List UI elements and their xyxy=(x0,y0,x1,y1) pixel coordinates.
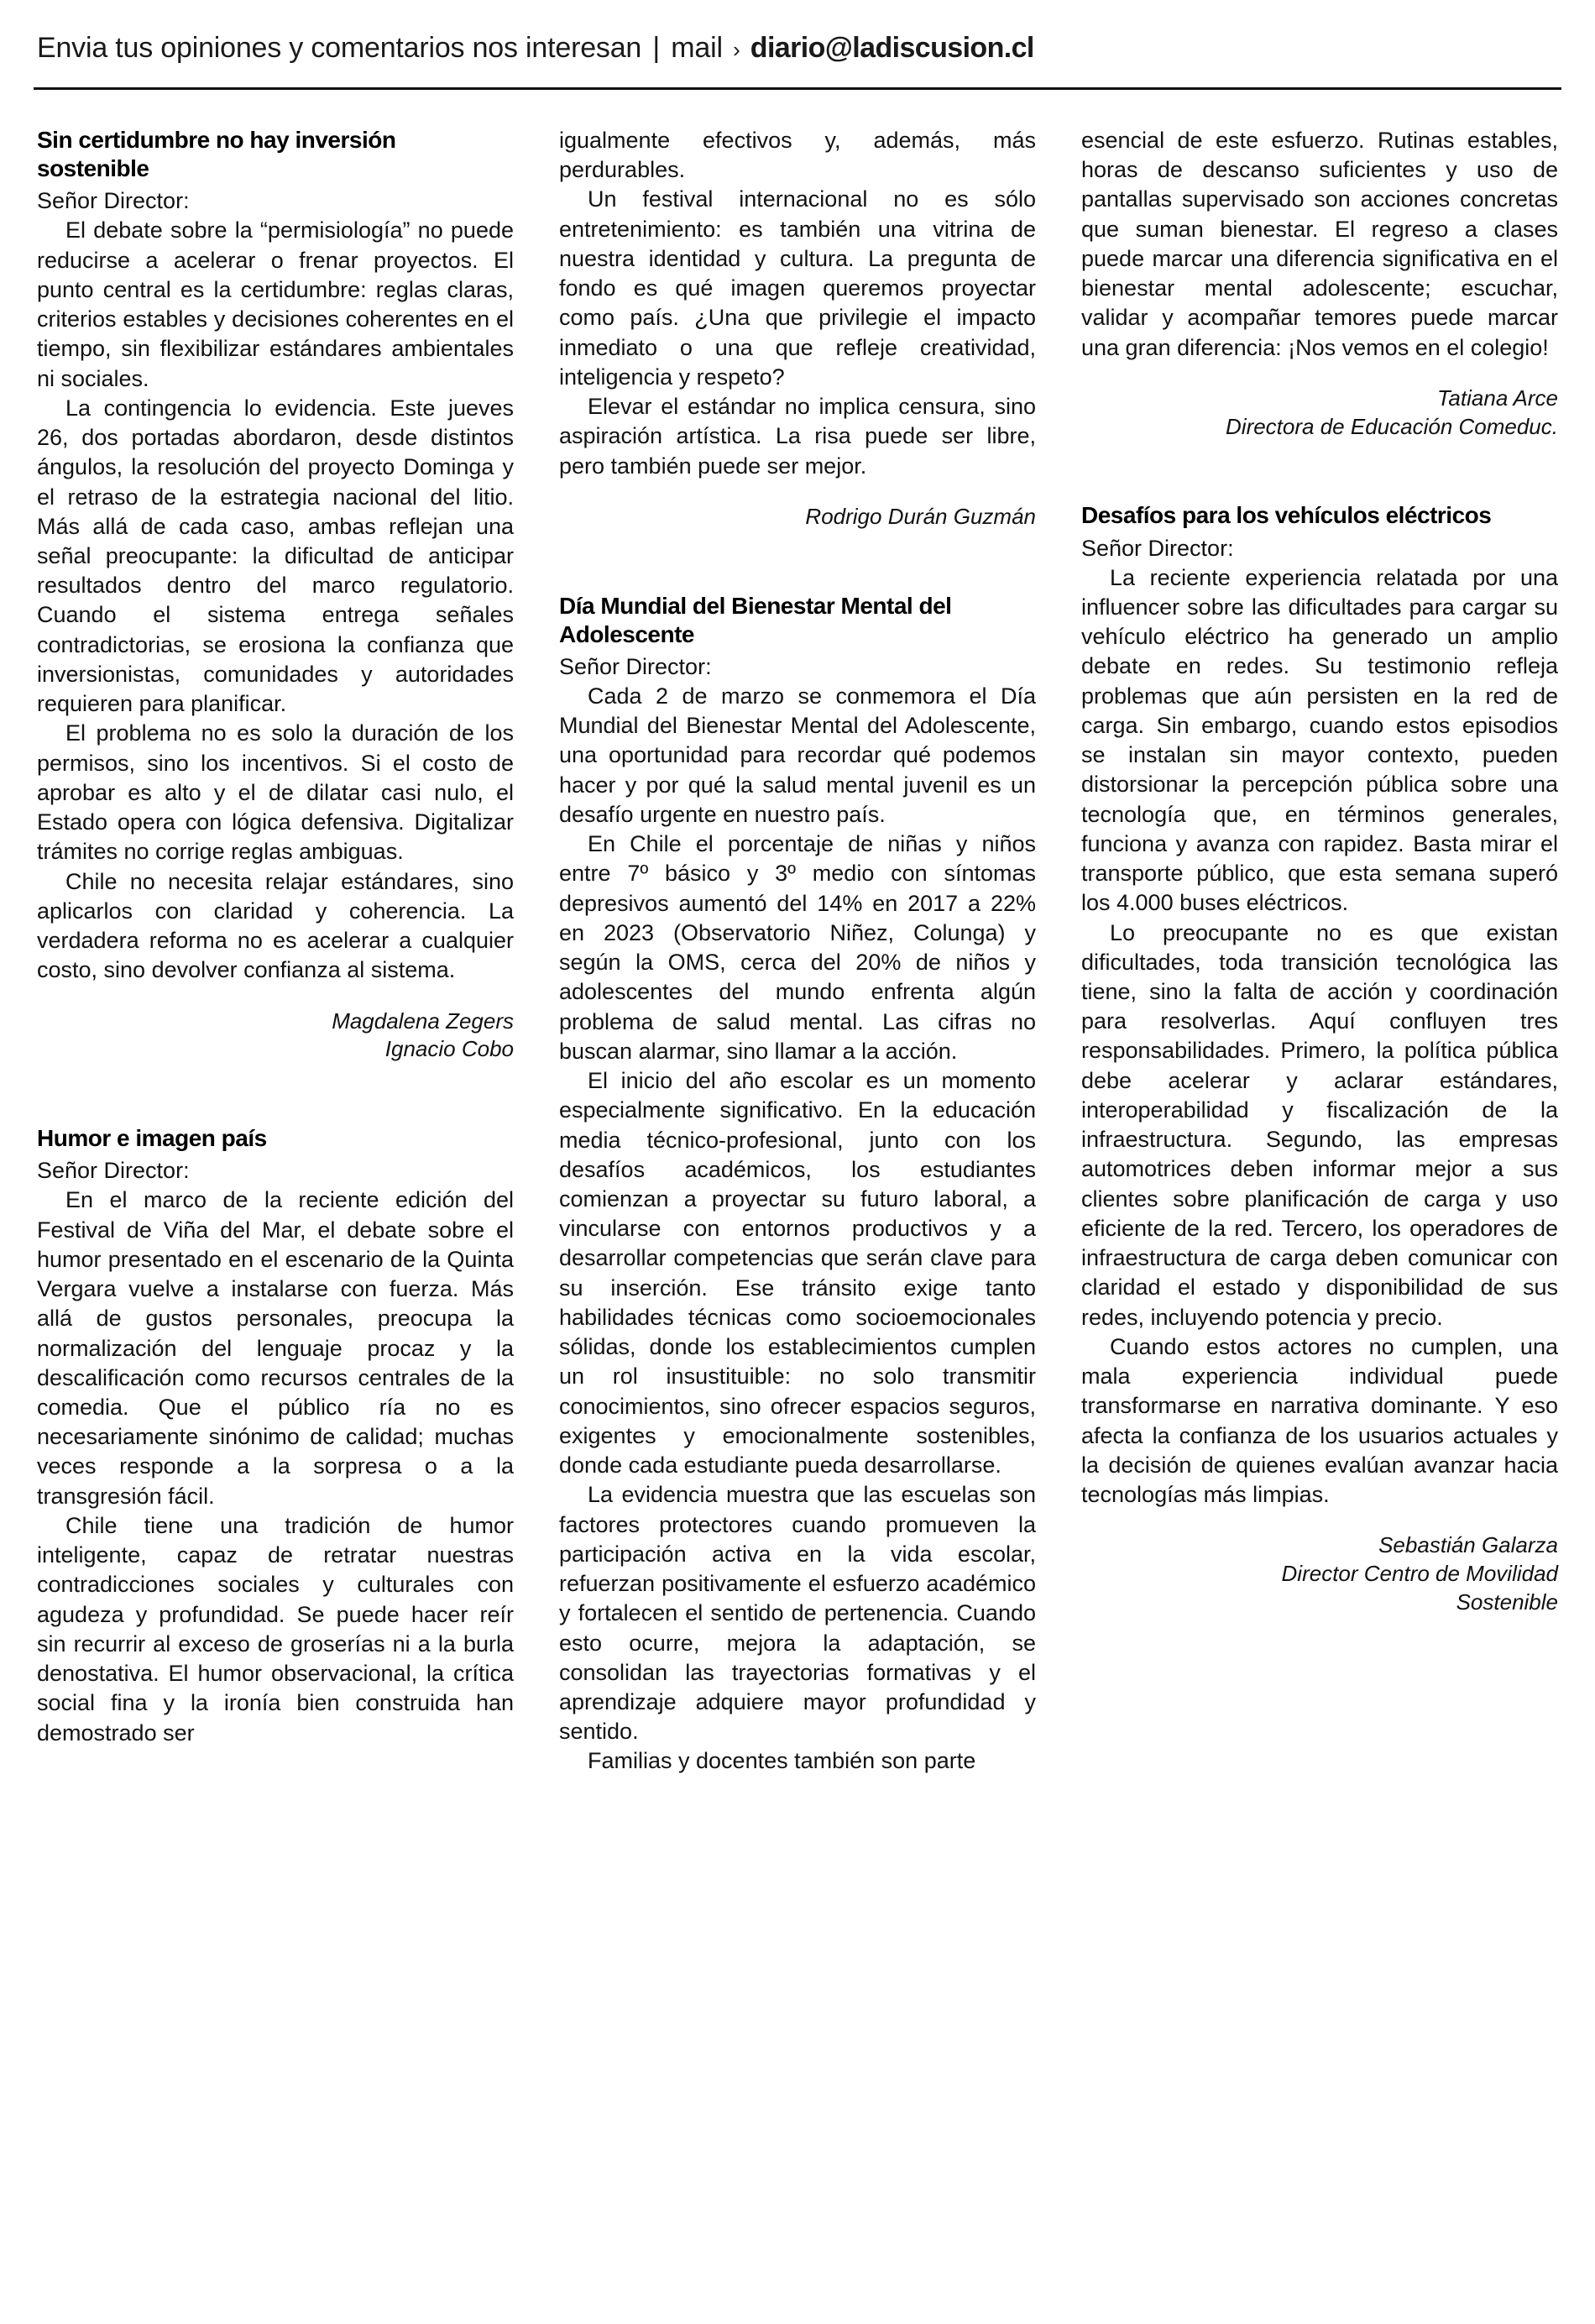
letter-spacer xyxy=(37,1064,514,1124)
letter-bienestar-continuation xyxy=(1081,126,1558,441)
letter-paragraph: Elevar el estándar no implica censura, sino aspiración artística. La risa puede ser libre, pero también puede ser mejor. xyxy=(559,394,1036,479)
letter-paragraph: Cada 2 de marzo se conmemora el Día Mundial del Bienestar Mental del Adolescente, una oportunidad para recordar qué podemos hacer y por qué la salud mental juvenil es un desafío urgente en nuestro país. xyxy=(559,683,1036,827)
letter-paragraph: Familias y docentes también son parte xyxy=(588,1748,976,1774)
letter-title: Desafíos para los vehículos eléctricos xyxy=(1081,502,1492,529)
letter-paragraph: Lo preocupante no es que existan dificultades, toda transición tecnológica las tiene, sino la falta de acción y coordinación para resolverlas. Aquí confluyen tres responsabilidades. Primero, la política pública debe acelerar y aclarar estándares, interoperabilidad y fiscalización de la infraestructura. Segundo, las empresas automotrices deben informar mejor a sus clientes sobre planificación de carga y uso eficiente de la red. Tercero, los operadores de infraestructura de carga deben comunicar con claridad el estado y disponibilidad de sus redes, incluyendo potencia y precio. xyxy=(1081,919,1558,1330)
letter-spacer xyxy=(1081,441,1558,501)
letter-paragraph: En Chile el porcentaje de niñas y niños entre 7º básico y 3º medio con síntomas depresivos aumentó del 14% en 2017 a 22% en 2023 (Observatorio Niñez, Colunga) y según la OMS, cerca del 20% de niños y adolescentes del mundo enfrenta algún problema de salud mental. Las cifras no buscan alarmar, sino llamar a la acción. xyxy=(559,831,1036,1064)
signature-line: Directora de Educación Comeduc. xyxy=(1226,413,1558,439)
signature-line: Rodrigo Durán Guzmán xyxy=(805,503,1036,529)
masthead-separator: | xyxy=(652,32,661,64)
letter-paragraph: El inicio del año escolar es un momento especialmente significativo. En la educación media técnico-profesional, junto con los desafíos académicos, los estudiantes comienzan a proyectar su futuro laboral, a vincularse con entornos productivos y a desarrollar competencias que serán clave para su inserción. Ese tránsito exige tanto habilidades técnicas como socioemocionales sólidas, donde los establecimientos cumplen un rol insustituible: no solo transmitir conocimientos, sino ofrecer espacios seguros, exigentes y emocionalmente sostenibles, donde cada estudiante pueda desarrollarse. xyxy=(559,1068,1036,1479)
letter-signature xyxy=(37,1008,514,1065)
masthead-email[interactable]: diario@ladiscusion.cl xyxy=(750,32,1034,64)
masthead-lead: Envia tus opiniones y comentarios nos interesan xyxy=(37,32,642,64)
letter-paragraph: La evidencia muestra que las escuelas son factores protectores cuando promueven la participación activa en la vida escolar, refuerzan positivamente el esfuerzo académico y fortalecen el sentido de pertenencia. Cuando esto ocurre, mejora la adaptación, se consolidan las trayectorias formativas y el aprendizaje adquiere mayor profundidad y sentido. xyxy=(559,1482,1036,1745)
letter-title: Sin certidumbre no hay inversión sostenible xyxy=(37,127,396,182)
article-columns xyxy=(37,126,1558,2300)
letter-paragraph: Cuando estos actores no cumplen, una mala experiencia individual puede transformarse en narrativa dominante. Y eso afecta la confianza de los usuarios actuales y la decisión de quienes evalúan avanzar hacia tecnologías más limpias. xyxy=(1081,1333,1558,1507)
letter-signature xyxy=(559,503,1036,531)
masthead-divider xyxy=(34,87,1561,90)
letter-title: Día Mundial del Bienestar Mental del Adolescente xyxy=(559,592,952,647)
letter-humor-continuation xyxy=(559,126,1036,531)
letter-paragraph: En el marco de la reciente edición del Festival de Viña del Mar, el debate sobre el humor presentado en el escenario de la Quinta Vergara vuelve a instalarse con fuerza. Más allá de gustos personales, preocupa la normalización del lenguaje procaz y la descalificación como recursos centrales de la comedia. Que el público ría no es necesariamente sinónimo de calidad; muchas veces responde a la sorpresa o a la transgresión fácil. xyxy=(37,1187,514,1509)
chevron-right-icon: › xyxy=(733,37,740,62)
letter-bienestar-mental xyxy=(559,592,1036,1777)
column-1 xyxy=(37,126,514,2300)
letter-certidumbre xyxy=(37,126,514,1064)
signature-line: Magdalena Zegers xyxy=(332,1008,514,1034)
letter-humor xyxy=(37,1124,514,1748)
letter-salutation: Señor Director: xyxy=(1081,535,1234,561)
letter-paragraph: Chile tiene una tradición de humor inteligente, capaz de retratar nuestras contradicciones sociales y culturales con agudeza y profundidad. Se puede hacer reír sin recurrir al exceso de groserías ni a la burla denostativa. El humor observacional, la crítica social fina y la ironía bien construida han demostrado ser xyxy=(37,1512,514,1746)
column-3 xyxy=(1081,126,1558,2300)
signature-line: Tatiana Arce xyxy=(1436,385,1558,411)
letter-salutation: Señor Director: xyxy=(37,188,190,214)
letter-signature xyxy=(1081,385,1558,442)
letter-paragraph: El debate sobre la “permisiología” no puede reducirse a acelerar o frenar proyectos. El punto central es la certidumbre: reglas claras, criterios estables y decisiones coherentes en el tiempo, sin flexibilizar estándares ambientales ni sociales. xyxy=(37,217,514,391)
letter-paragraph: La reciente experiencia relatada por una influencer sobre las dificultades para cargar su vehículo eléctrico ha generado un amplio debate en redes. Su testimonio refleja problemas que aún persisten en la red de carga. Sin embargo, cuando estos episodios se instalan sin mayor contexto, pueden distorsionar la percepción pública sobre una tecnología que, en términos generales, funciona y avanza con rapidez. Basta mirar el transporte público, que esta semana superó los 4.000 buses eléctricos. xyxy=(1081,564,1558,916)
signature-line: Director Centro de Movilidad xyxy=(1281,1561,1558,1587)
letter-paragraph: esencial de este esfuerzo. Rutinas estables, horas de descanso suficientes y uso de pantallas supervisado son acciones concretas que suman bienestar. El regreso a clases puede marcar una diferencia significativa en el bienestar mental adolescente; escuchar, validar y acompañar temores puede marcar una gran diferencia: ¡Nos vemos en el colegio! xyxy=(1081,128,1558,360)
letter-salutation: Señor Director: xyxy=(559,653,712,679)
letter-paragraph: Chile no necesita relajar estándares, sino aplicarlos con claridad y coherencia. La verdadera reforma no es acelerar a cualquier costo, sino devolver confianza al sistema. xyxy=(37,868,514,983)
letter-vehiculos-electricos xyxy=(1081,501,1558,1616)
letter-signature xyxy=(1081,1531,1558,1616)
signature-line: Sostenible xyxy=(1456,1589,1558,1615)
letter-paragraph: El problema no es solo la duración de los permisos, sino los incentivos. Si el costo de aprobar es alto y el de dilatar casi nulo, el Estado opera con lógica defensiva. Digitalizar trámites no corrige reglas ambiguas. xyxy=(37,720,514,865)
masthead-channel: mail xyxy=(671,32,723,64)
letter-spacer xyxy=(559,531,1036,592)
signature-line: Ignacio Cobo xyxy=(384,1036,514,1062)
letter-paragraph: La contingencia lo evidencia. Este jueves 26, dos portadas abordaron, desde distintos ángulos, la resolución del proyecto Dominga y el retraso de la estrategia nacional del litio. Más allá de cada caso, ambas reflejan una señal preocupante: la dificultad de anticipar resultados dentro del marco regulatorio. Cuando el sistema entrega señales contradictorias, se erosiona la confianza que inversionistas, comunidades y autoridades requieren para planificar. xyxy=(37,395,514,717)
signature-line: Sebastián Galarza xyxy=(1378,1532,1558,1558)
letter-salutation: Señor Director: xyxy=(37,1158,190,1184)
letter-paragraph: igualmente efectivos y, además, más perdurables. xyxy=(559,128,1036,183)
letter-paragraph: Un festival internacional no es sólo entretenimiento: es también una vitrina de nuestra identidad y cultura. La pregunta de fondo es qué imagen queremos proyectar como país. ¿Una que privilegie el impacto inmediato o una que refleje creatividad, inteligencia y respeto? xyxy=(559,186,1036,390)
column-2 xyxy=(559,126,1036,2300)
masthead xyxy=(37,32,1558,65)
letter-title: Humor e imagen país xyxy=(37,1125,267,1152)
